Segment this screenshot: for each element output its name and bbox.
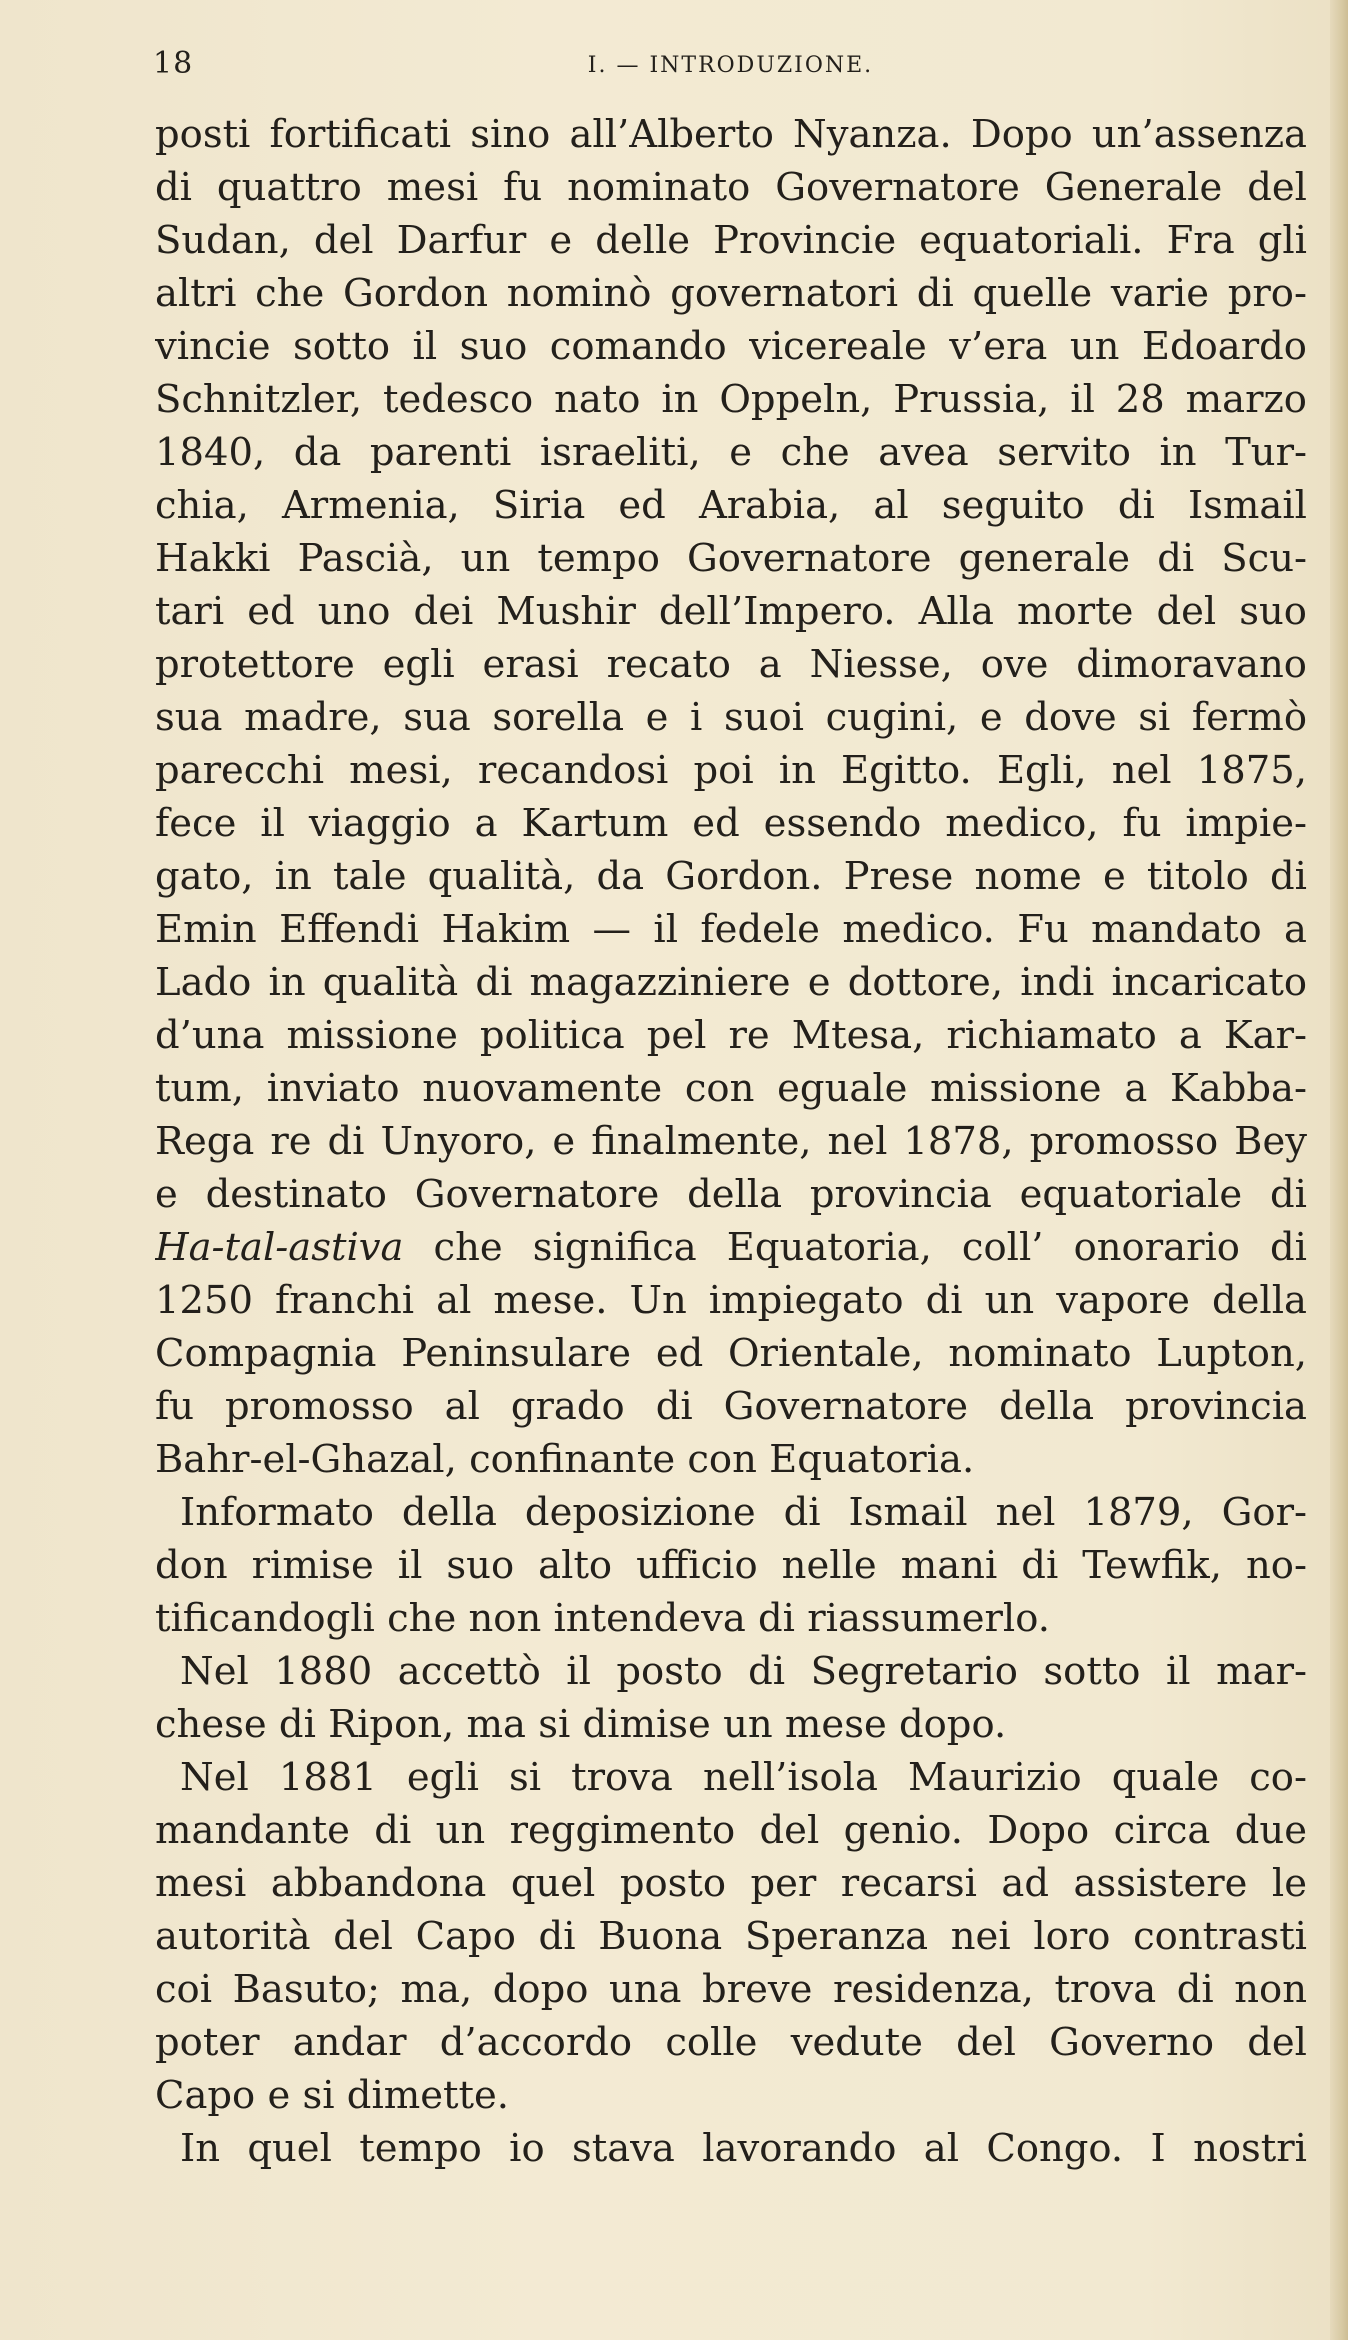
text-line: parecchi mesi, recandosi poi in Egitto. Egli, nel 1875, [155, 748, 1307, 793]
body-text [155, 108, 1307, 2175]
page-number: 18 [153, 46, 194, 81]
text-line: sua madre, sua sorella e i suoi cugini, e dove si fermò [155, 695, 1307, 740]
text-line: Compagnia Peninsulare ed Orientale, nominato Lupton, [155, 1331, 1307, 1376]
text-line: chia, Armenia, Siria ed Arabia, al seguito di Ismail [155, 483, 1307, 528]
text-line: mesi abbandona quel posto per recarsi ad assistere le [155, 1861, 1307, 1906]
text-line: 1840, da parenti israeliti, e che avea servito in Tur- [155, 430, 1307, 475]
text-line: coi Basuto; ma, dopo una breve residenza, trova di non [155, 1967, 1307, 2012]
text-line: altri che Gordon nominò governatori di quelle varie pro- [155, 271, 1307, 316]
text-line-paragraph-end: Capo e si dimette. [155, 2073, 510, 2118]
paragraph-start-line: Nel 1881 egli si trova nell’isola Maurizio quale co- [180, 1755, 1307, 1800]
text-line: d’una missione politica pel re Mtesa, richiamato a Kar- [155, 1013, 1307, 1058]
text-line: Emin Effendi Hakim — il fedele medico. Fu mandato a [155, 907, 1307, 952]
text-line: fu promosso al grado di Governatore della provincia [155, 1384, 1307, 1429]
italic-place-name: Ha-tal-astiva [155, 1225, 404, 1270]
text-line: gato, in tale qualità, da Gordon. Prese nome e titolo di [155, 854, 1307, 899]
page-edge [1330, 0, 1348, 2340]
text-line-paragraph-end: tificandogli che non intendeva di riassumerlo. [155, 1596, 1050, 1641]
text-line: e destinato Governatore della provincia equatoriale di [155, 1172, 1307, 1217]
text-line: Schnitzler, tedesco nato in Oppeln, Prussia, il 28 marzo [155, 377, 1307, 422]
text-line: posti fortificati sino all’Alberto Nyanza. Dopo un’assenza [155, 112, 1307, 157]
text-line: Hakki Pascià, un tempo Governatore generale di Scu- [155, 536, 1307, 581]
text-line-paragraph-end: chese di Ripon, ma si dimise un mese dopo. [155, 1702, 1007, 1747]
text-line: 1250 franchi al mese. Un impiegato di un vapore della [155, 1278, 1307, 1323]
text-line-paragraph-end: Bahr-el-Ghazal, confinante con Equatoria. [155, 1437, 975, 1482]
running-head: I. — INTRODUZIONE. [587, 53, 874, 78]
text-line: protettore egli erasi recato a Niesse, ove dimoravano [155, 642, 1307, 687]
text-line: don rimise il suo alto ufficio nelle mani di Tewfik, no- [155, 1543, 1307, 1588]
text-line: mandante di un reggimento del genio. Dopo circa due [155, 1808, 1307, 1853]
text-line: tari ed uno dei Mushir dell’Impero. Alla morte del suo [155, 589, 1307, 634]
text-line: Sudan, del Darfur e delle Provincie equatoriali. Fra gli [155, 218, 1307, 263]
text-line: autorità del Capo di Buona Speranza nei loro contrasti [155, 1914, 1307, 1959]
text-line: tum, inviato nuovamente con eguale missione a Kabba- [155, 1066, 1307, 1111]
text-line-italic-phrase [155, 1221, 1307, 1274]
text-line: Lado in qualità di magazziniere e dottore, indi incaricato [155, 960, 1307, 1005]
paragraph-start-line: In quel tempo io stava lavorando al Congo. I nostri [180, 2126, 1307, 2171]
paragraph-start-line: Nel 1880 accettò il posto di Segretario sotto il mar- [180, 1649, 1307, 1694]
text-line: Rega re di Unyoro, e finalmente, nel 1878, promosso Bey [155, 1119, 1307, 1164]
text-line: fece il viaggio a Kartum ed essendo medico, fu impie- [155, 801, 1307, 846]
text-line-rest: che significa Equatoria, coll’ onorario di [403, 1225, 1307, 1270]
text-line: poter andar d’accordo colle vedute del Governo del [155, 2020, 1307, 2065]
paragraph-start-line: Informato della deposizione di Ismail nel 1879, Gor- [180, 1490, 1307, 1535]
page-header [153, 44, 1308, 84]
text-line: di quattro mesi fu nominato Governatore Generale del [155, 165, 1307, 210]
text-line: vincie sotto il suo comando vicereale v’era un Edoardo [155, 324, 1307, 369]
